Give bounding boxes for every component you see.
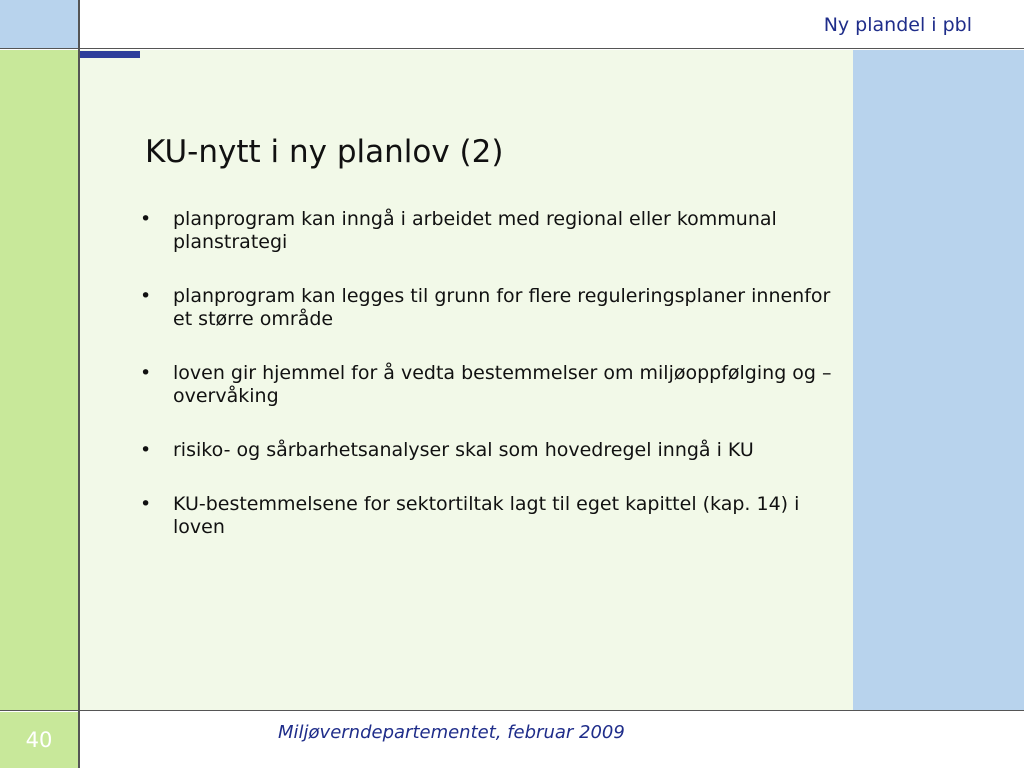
top-left-color-block xyxy=(0,0,78,48)
bullet-item xyxy=(140,285,845,331)
bullet-text: risiko- og sårbarhetsanalyser skal som hovedregel inngå i KU xyxy=(173,439,754,461)
bullet-dot: • xyxy=(140,439,152,461)
bullet-text: loven gir hjemmel for å vedta bestemmelser om miljøoppfølging og – overvåking xyxy=(173,362,832,407)
bullet-item xyxy=(140,493,845,539)
left-divider xyxy=(78,0,80,768)
bullet-item xyxy=(140,439,845,462)
left-green-strip xyxy=(0,50,78,710)
page-number: 40 xyxy=(25,728,53,752)
header-title: Ny plandel i pbl xyxy=(823,14,972,36)
right-blue-strip xyxy=(853,50,1024,710)
bullet-dot: • xyxy=(140,362,152,384)
bullet-dot: • xyxy=(140,493,152,515)
bullet-dot: • xyxy=(140,208,152,230)
slide-title: KU-nytt i ny planlov (2) xyxy=(145,133,504,170)
header-divider xyxy=(0,48,1024,49)
bullet-text: planprogram kan legges til grunn for flere reguleringsplaner innenfor et større område xyxy=(173,285,831,330)
bullet-text: KU-bestemmelsene for sektortiltak lagt til eget kapittel (kap. 14) i loven xyxy=(173,493,800,538)
accent-bar xyxy=(80,51,140,58)
bullet-text: planprogram kan inngå i arbeidet med regional eller kommunal planstrategi xyxy=(173,208,777,253)
bullet-item xyxy=(140,362,845,408)
bullet-item xyxy=(140,208,845,254)
bullet-dot: • xyxy=(140,285,152,307)
bullet-list xyxy=(140,208,845,570)
footer-text: Miljøverndepartementet, februar 2009 xyxy=(278,722,625,743)
footer-divider xyxy=(0,710,1024,711)
